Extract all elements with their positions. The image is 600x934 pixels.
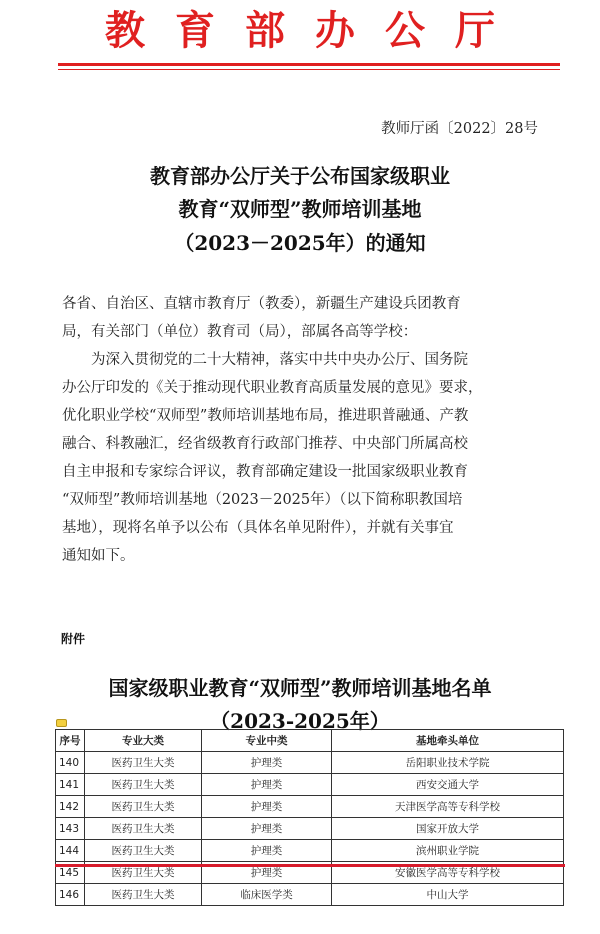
- cell-lead-institution: 安徽医学高等专科学校: [332, 862, 564, 884]
- cell-sub-category: 护理类: [202, 818, 332, 840]
- cell-major-category: 医药卫生大类: [85, 818, 202, 840]
- body-line: “双师型”教师培训基地（2023－2025年）（以下简称职教国培: [62, 492, 463, 508]
- cell-sub-category: 护理类: [202, 752, 332, 774]
- body-line: 通知如下。: [62, 548, 135, 564]
- header-sub-category: 专业中类: [202, 730, 332, 752]
- table-row: [56, 840, 564, 862]
- document-title-line-2: 教育“双师型”教师培训基地: [178, 197, 422, 221]
- document-title-line-3: （2023－2025年）的通知: [174, 231, 426, 255]
- document-title-line-1: 教育部办公厅关于公布国家级职业: [150, 164, 450, 188]
- letterhead-title: 教育部办公厅: [105, 6, 525, 54]
- letterhead-rule-thin: [58, 69, 560, 70]
- list-title-line-2: （2023-2025年）: [210, 709, 390, 733]
- cell-lead-institution: 国家开放大学: [332, 818, 564, 840]
- cell-sub-category: 护理类: [202, 862, 332, 884]
- body-line: 融合、科教融汇，经省级教育行政部门推荐、中央部门所属高校: [62, 436, 468, 452]
- training-base-table: [55, 729, 564, 906]
- document-number: 教师厅函〔2022〕28号: [381, 121, 538, 137]
- table-row: [56, 818, 564, 840]
- cell-sub-category: 护理类: [202, 774, 332, 796]
- cell-lead-institution: 滨州职业学院: [332, 840, 564, 862]
- body-line: 自主申报和专家综合评议，教育部确定建设一批国家级职业教育: [62, 464, 468, 480]
- body-paragraph: [62, 346, 552, 570]
- cell-major-category: 医药卫生大类: [85, 752, 202, 774]
- table-row: [56, 752, 564, 774]
- table-row: [56, 796, 564, 818]
- table-header-row: [56, 730, 564, 752]
- body-line: 基地），现将名单予以公布（具体名单见附件），并就有关事宜: [62, 520, 454, 536]
- cell-sub-category: 临床医学类: [202, 884, 332, 906]
- cell-lead-institution: 西安交通大学: [332, 774, 564, 796]
- table-row: [56, 884, 564, 906]
- table-row: [56, 774, 564, 796]
- cell-index: 140: [56, 752, 85, 774]
- salutation-line: 各省、自治区、直辖市教育厅（教委），新疆生产建设兵团教育: [62, 296, 461, 312]
- cell-major-category: 医药卫生大类: [85, 840, 202, 862]
- header-lead-institution: 基地牵头单位: [332, 730, 564, 752]
- cell-index: 145: [56, 862, 85, 884]
- salutation: [62, 290, 552, 346]
- highlight-underline: [55, 864, 565, 867]
- cell-lead-institution: 天津医学高等专科学校: [332, 796, 564, 818]
- cell-index: 146: [56, 884, 85, 906]
- cell-index: 142: [56, 796, 85, 818]
- cell-sub-category: 护理类: [202, 796, 332, 818]
- body-line: 办公厅印发的《关于推动现代职业教育高质量发展的意见》要求，: [62, 380, 483, 396]
- cell-major-category: 医药卫生大类: [85, 774, 202, 796]
- cell-lead-institution: 中山大学: [332, 884, 564, 906]
- cell-major-category: 医药卫生大类: [85, 884, 202, 906]
- salutation-line: 局，有关部门（单位）教育司（局），部属各高等学校：: [62, 324, 418, 340]
- cell-index: 141: [56, 774, 85, 796]
- cell-lead-institution: 岳阳职业技术学院: [332, 752, 564, 774]
- body-line: 优化职业学校“双师型”教师培训基地布局，推进职普融通、产教: [62, 408, 469, 424]
- letterhead-rule-thick: [58, 63, 560, 66]
- header-major-category: 专业大类: [85, 730, 202, 752]
- attachment-label: 附件: [61, 632, 86, 646]
- cell-index: 143: [56, 818, 85, 840]
- body-line: 为深入贯彻党的二十大精神，落实中共中央办公厅、国务院: [91, 352, 468, 368]
- cell-major-category: 医药卫生大类: [85, 862, 202, 884]
- comment-note-icon[interactable]: [56, 719, 67, 727]
- header-index: 序号: [56, 730, 85, 752]
- cell-index: 144: [56, 840, 85, 862]
- cell-sub-category: 护理类: [202, 840, 332, 862]
- cell-major-category: 医药卫生大类: [85, 796, 202, 818]
- list-title-line-1: 国家级职业教育“双师型”教师培训基地名单: [108, 676, 492, 700]
